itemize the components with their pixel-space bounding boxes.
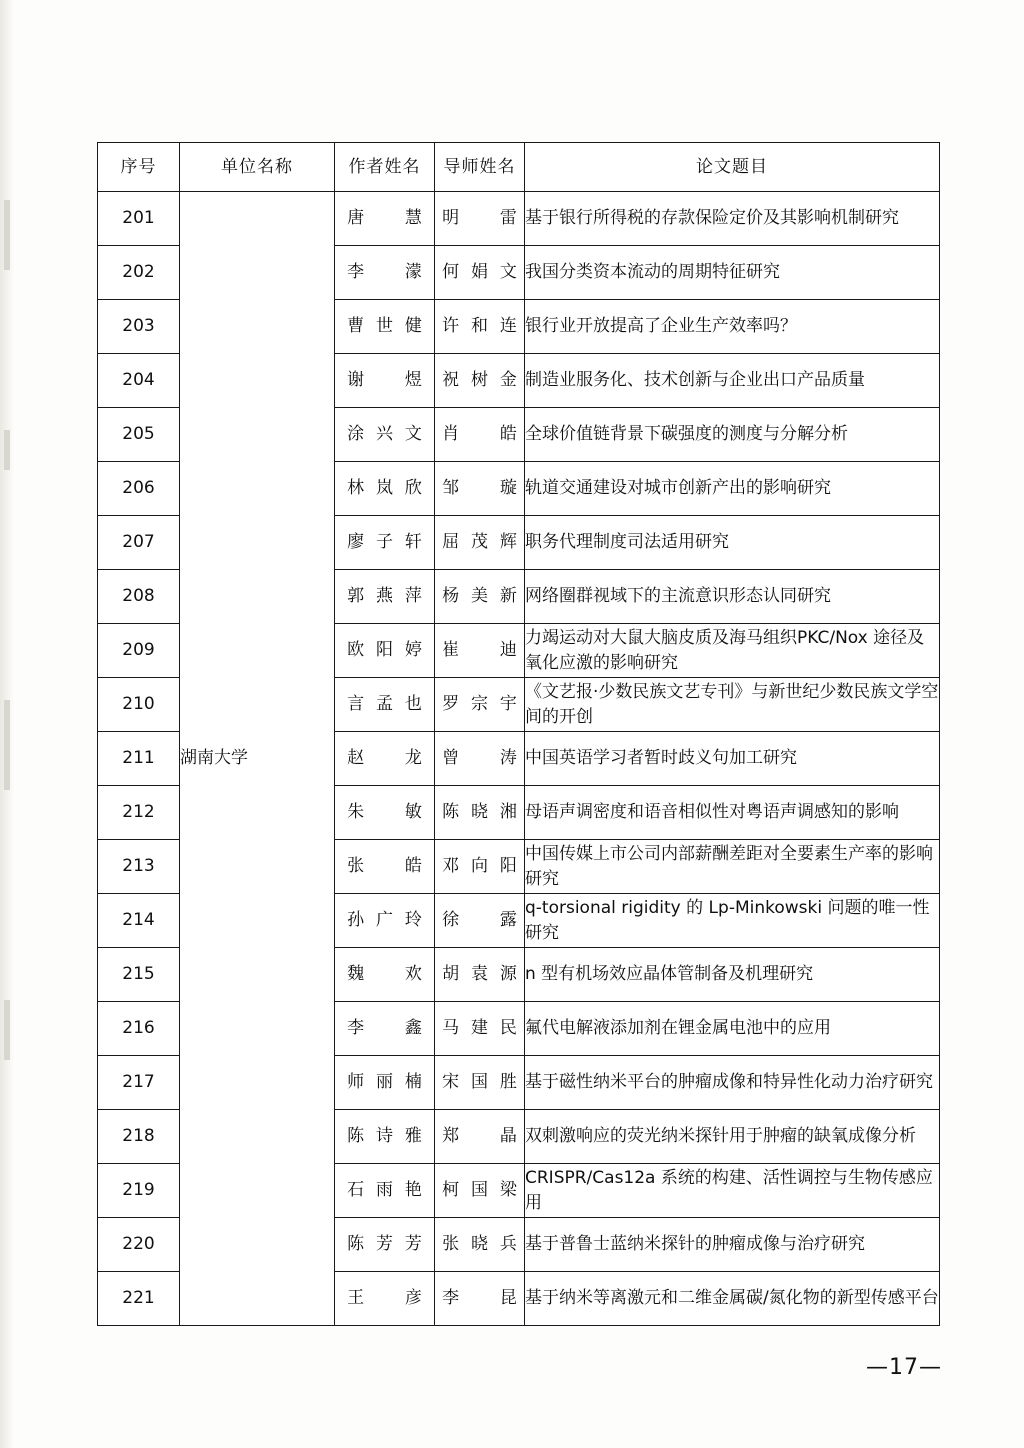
cell-seq: 220 xyxy=(98,1218,180,1272)
cell-thesis-title: 基于纳米等离激元和二维金属碳/氮化物的新型传感平台 xyxy=(525,1272,940,1326)
author-name: 欧阳婷 xyxy=(347,640,422,661)
author-name: 赵 龙 xyxy=(347,748,422,769)
cell-advisor xyxy=(435,840,525,894)
thesis-table xyxy=(97,142,940,1326)
cell-thesis-title: q-torsional rigidity 的 Lp-Minkowski 问题的唯一性研究 xyxy=(525,894,940,948)
cell-author xyxy=(335,354,435,408)
cell-author xyxy=(335,678,435,732)
cell-author xyxy=(335,1272,435,1326)
advisor-name: 邹 璇 xyxy=(442,478,517,499)
advisor-name: 李 昆 xyxy=(442,1288,517,1309)
cell-advisor xyxy=(435,192,525,246)
author-name: 陈诗雅 xyxy=(347,1126,422,1147)
advisor-name: 杨美新 xyxy=(442,586,517,607)
cell-seq: 205 xyxy=(98,408,180,462)
cell-thesis-title: 中国传媒上市公司内部薪酬差距对全要素生产率的影响研究 xyxy=(525,840,940,894)
cell-thesis-title: 制造业服务化、技术创新与企业出口产品质量 xyxy=(525,354,940,408)
advisor-name: 徐 露 xyxy=(442,910,517,931)
cell-advisor xyxy=(435,1056,525,1110)
cell-author xyxy=(335,300,435,354)
scan-artifact xyxy=(4,1000,10,1060)
author-name: 孙广玲 xyxy=(347,910,422,931)
cell-advisor xyxy=(435,570,525,624)
cell-advisor xyxy=(435,678,525,732)
cell-advisor xyxy=(435,894,525,948)
cell-author xyxy=(335,1164,435,1218)
advisor-name: 崔 迪 xyxy=(442,640,517,661)
scan-artifact xyxy=(4,430,10,470)
author-name: 朱 敏 xyxy=(347,802,422,823)
cell-advisor xyxy=(435,1002,525,1056)
cell-seq: 219 xyxy=(98,1164,180,1218)
cell-author xyxy=(335,570,435,624)
cell-advisor xyxy=(435,516,525,570)
cell-seq: 212 xyxy=(98,786,180,840)
cell-author xyxy=(335,516,435,570)
cell-author xyxy=(335,732,435,786)
author-name: 王 彦 xyxy=(347,1288,422,1309)
cell-thesis-title: 银行业开放提高了企业生产效率吗？ xyxy=(525,300,940,354)
cell-thesis-title: 职务代理制度司法适用研究 xyxy=(525,516,940,570)
header-advisor: 导师姓名 xyxy=(435,143,525,192)
cell-thesis-title: n 型有机场效应晶体管制备及机理研究 xyxy=(525,948,940,1002)
cell-author xyxy=(335,462,435,516)
cell-author xyxy=(335,1056,435,1110)
cell-seq: 203 xyxy=(98,300,180,354)
cell-seq: 221 xyxy=(98,1272,180,1326)
cell-advisor xyxy=(435,1218,525,1272)
author-name: 李 鑫 xyxy=(347,1018,422,1039)
cell-seq: 210 xyxy=(98,678,180,732)
cell-thesis-title: 轨道交通建设对城市创新产出的影响研究 xyxy=(525,462,940,516)
header-seq: 序号 xyxy=(98,143,180,192)
table-header-row xyxy=(98,143,940,192)
author-name: 言孟也 xyxy=(347,694,422,715)
author-name: 张 皓 xyxy=(347,856,422,877)
cell-thesis-title: 氟代电解液添加剂在锂金属电池中的应用 xyxy=(525,1002,940,1056)
advisor-name: 邓向阳 xyxy=(442,856,517,877)
cell-advisor xyxy=(435,354,525,408)
cell-seq: 211 xyxy=(98,732,180,786)
cell-thesis-title: 网络圈群视域下的主流意识形态认同研究 xyxy=(525,570,940,624)
advisor-name: 马建民 xyxy=(442,1018,517,1039)
author-name: 陈芳芳 xyxy=(347,1234,422,1255)
cell-author xyxy=(335,1218,435,1272)
cell-author xyxy=(335,894,435,948)
cell-thesis-title: 中国英语学习者暂时歧义句加工研究 xyxy=(525,732,940,786)
cell-seq: 207 xyxy=(98,516,180,570)
cell-seq: 218 xyxy=(98,1110,180,1164)
advisor-name: 张晓兵 xyxy=(442,1234,517,1255)
author-name: 李 濛 xyxy=(347,262,422,283)
advisor-name: 祝树金 xyxy=(442,370,517,391)
author-name: 石雨艳 xyxy=(347,1180,422,1201)
cell-author xyxy=(335,786,435,840)
cell-advisor xyxy=(435,300,525,354)
cell-author xyxy=(335,246,435,300)
cell-advisor xyxy=(435,1164,525,1218)
advisor-name: 明 雷 xyxy=(442,208,517,229)
cell-advisor xyxy=(435,786,525,840)
cell-advisor xyxy=(435,732,525,786)
advisor-name: 肖 皓 xyxy=(442,424,517,445)
cell-seq: 204 xyxy=(98,354,180,408)
advisor-name: 胡袁源 xyxy=(442,964,517,985)
author-name: 唐 慧 xyxy=(347,208,422,229)
author-name: 谢 煜 xyxy=(347,370,422,391)
cell-thesis-title: 力竭运动对大鼠大脑皮质及海马组织PKC/Nox 途径及氧化应激的影响研究 xyxy=(525,624,940,678)
cell-author xyxy=(335,192,435,246)
cell-thesis-title: 双刺激响应的荧光纳米探针用于肿瘤的缺氧成像分析 xyxy=(525,1110,940,1164)
cell-thesis-title: 基于磁性纳米平台的肿瘤成像和特异性化动力治疗研究 xyxy=(525,1056,940,1110)
cell-seq: 213 xyxy=(98,840,180,894)
page-number: —17— xyxy=(866,1355,942,1380)
cell-author xyxy=(335,840,435,894)
cell-seq: 202 xyxy=(98,246,180,300)
advisor-name: 何娟文 xyxy=(442,262,517,283)
advisor-name: 曾 涛 xyxy=(442,748,517,769)
cell-advisor xyxy=(435,624,525,678)
cell-unit-name: 湖南大学 xyxy=(180,192,335,1326)
cell-advisor xyxy=(435,246,525,300)
scan-artifact xyxy=(4,200,10,270)
cell-thesis-title: 基于银行所得税的存款保险定价及其影响机制研究 xyxy=(525,192,940,246)
author-name: 师丽楠 xyxy=(347,1072,422,1093)
cell-author xyxy=(335,1110,435,1164)
cell-author xyxy=(335,624,435,678)
advisor-name: 屈茂辉 xyxy=(442,532,517,553)
cell-seq: 214 xyxy=(98,894,180,948)
cell-seq: 201 xyxy=(98,192,180,246)
cell-seq: 216 xyxy=(98,1002,180,1056)
cell-thesis-title: 基于普鲁士蓝纳米探针的肿瘤成像与治疗研究 xyxy=(525,1218,940,1272)
cell-author xyxy=(335,408,435,462)
author-name: 林岚欣 xyxy=(347,478,422,499)
table-row xyxy=(98,192,940,246)
cell-seq: 217 xyxy=(98,1056,180,1110)
cell-seq: 208 xyxy=(98,570,180,624)
header-author: 作者姓名 xyxy=(335,143,435,192)
advisor-name: 郑 晶 xyxy=(442,1126,517,1147)
cell-seq: 215 xyxy=(98,948,180,1002)
author-name: 涂兴文 xyxy=(347,424,422,445)
advisor-name: 许和连 xyxy=(442,316,517,337)
cell-advisor xyxy=(435,1110,525,1164)
scan-artifact xyxy=(4,700,10,790)
author-name: 曹世健 xyxy=(347,316,422,337)
header-unit: 单位名称 xyxy=(180,143,335,192)
advisor-name: 陈晓湘 xyxy=(442,802,517,823)
cell-thesis-title: 《文艺报·少数民族文艺专刊》与新世纪少数民族文学空间的开创 xyxy=(525,678,940,732)
cell-thesis-title: 全球价值链背景下碳强度的测度与分解分析 xyxy=(525,408,940,462)
advisor-name: 罗宗宇 xyxy=(442,694,517,715)
cell-author xyxy=(335,1002,435,1056)
cell-thesis-title: 我国分类资本流动的周期特征研究 xyxy=(525,246,940,300)
cell-seq: 206 xyxy=(98,462,180,516)
thesis-table-container xyxy=(97,142,939,1326)
advisor-name: 宋国胜 xyxy=(442,1072,517,1093)
author-name: 廖子轩 xyxy=(347,532,422,553)
advisor-name: 柯国梁 xyxy=(442,1180,517,1201)
author-name: 魏 欢 xyxy=(347,964,422,985)
cell-advisor xyxy=(435,408,525,462)
cell-advisor xyxy=(435,1272,525,1326)
author-name: 郭燕萍 xyxy=(347,586,422,607)
cell-author xyxy=(335,948,435,1002)
cell-thesis-title: CRISPR/Cas12a 系统的构建、活性调控与生物传感应用 xyxy=(525,1164,940,1218)
cell-thesis-title: 母语声调密度和语音相似性对粤语声调感知的影响 xyxy=(525,786,940,840)
cell-advisor xyxy=(435,462,525,516)
cell-advisor xyxy=(435,948,525,1002)
cell-seq: 209 xyxy=(98,624,180,678)
header-title: 论文题目 xyxy=(525,143,940,192)
